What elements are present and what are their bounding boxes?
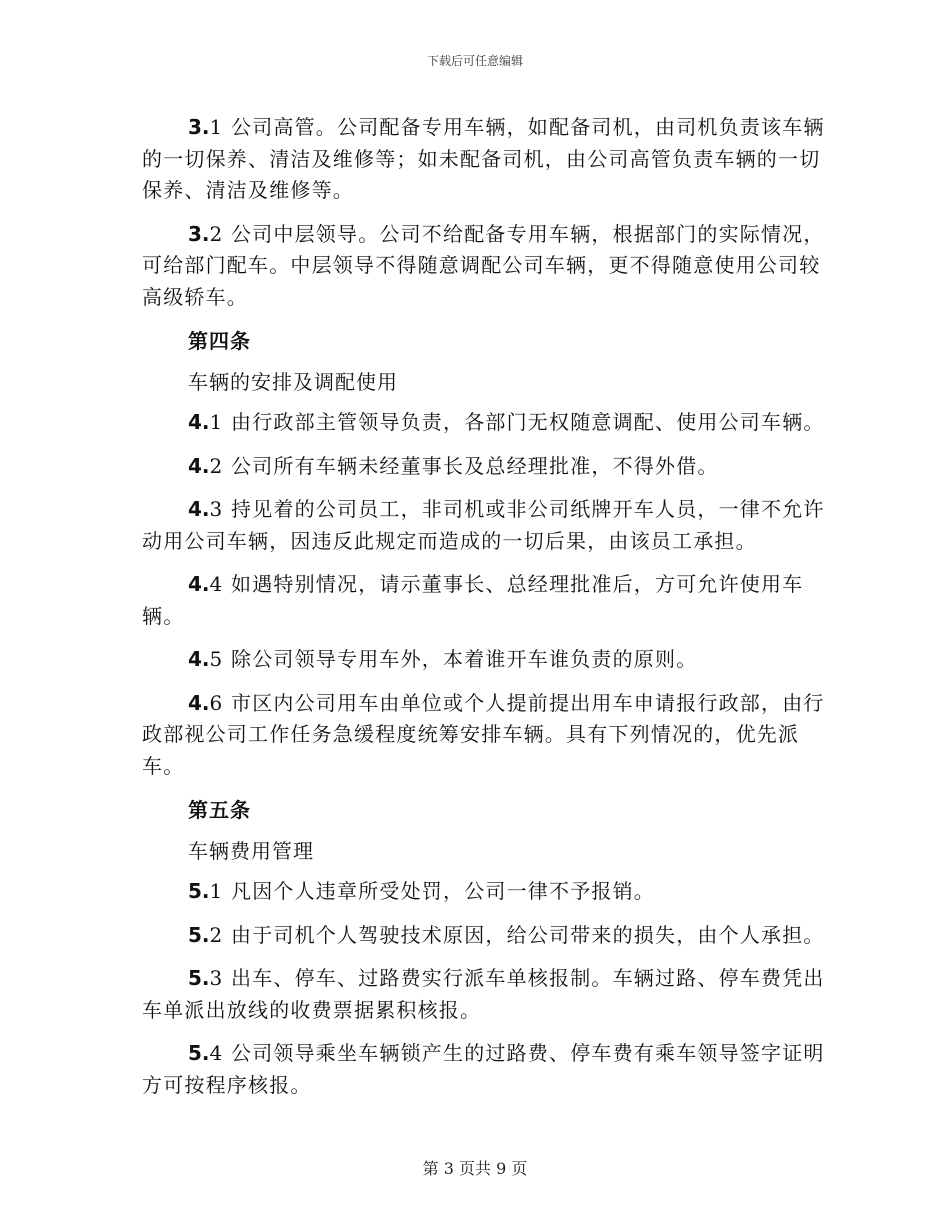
- clause-4-6: [142, 688, 832, 783]
- clause-number: 3.: [188, 221, 210, 246]
- page-header: 下载后可任意编辑: [426, 54, 523, 68]
- clause-number: 5.: [188, 1041, 210, 1065]
- clause-number: 4.: [188, 572, 210, 596]
- clause-text: 6 市区内公司用车由单位或个人提前提出用车申请报行政部，由行政部视公司工作任务急缓程度统筹安排车辆。具有下列情况的，优先派车。: [142, 690, 825, 778]
- clause-4-3: [142, 494, 832, 557]
- clause-number: 4.: [188, 410, 210, 434]
- article-5-subtitle: 车辆费用管理: [188, 839, 314, 863]
- clause-4-1: [142, 407, 832, 439]
- article-5-heading: 第五条: [188, 798, 251, 822]
- article-4-heading: 第四条: [188, 329, 251, 353]
- clause-text: 4 如遇特别情况，请示董事长、总经理批准后，方可允许使用车辆。: [142, 572, 804, 628]
- document-body: [142, 112, 832, 1113]
- clause-number: 4.: [188, 647, 210, 671]
- clause-4-4: [142, 569, 832, 632]
- article-4-subtitle: 车辆的安排及调配使用: [188, 370, 398, 394]
- clause-number: 4.: [188, 690, 210, 715]
- clause-text: 2 公司中层领导。公司不给配备专用车辆，根据部门的实际情况，可给部门配车。中层领导不得随意调配公司车辆，更不得随意使用公司较高级轿车。: [142, 221, 825, 309]
- clause-number: 5.: [188, 879, 210, 903]
- page-number: 第 3 页共 9 页: [422, 1159, 528, 1178]
- clause-text: 5 除公司领导专用车外，本着谁开车谁负责的原则。: [209, 647, 698, 671]
- clause-text: 3 持见着的公司员工，非司机或非公司纸牌开车人员，一律不允许动用公司车辆，因违反此规定而造成的一切后果，由该员工承担。: [142, 497, 825, 553]
- clause-text: 3 出车、停车、过路费实行派车单核报制。车辆过路、停车费凭出车单派出放线的收费票据累积核报。: [142, 966, 825, 1022]
- clause-5-3: [142, 963, 832, 1026]
- clause-5-2: [142, 920, 832, 952]
- clause-text: 1 由行政部主管领导负责，各部门无权随意调配、使用公司车辆。: [209, 410, 825, 434]
- clause-number: 3.: [188, 115, 210, 139]
- clause-5-4: [142, 1038, 832, 1101]
- clause-number: 4.: [188, 497, 210, 521]
- clause-3-1: [142, 112, 832, 207]
- clause-text: 1 凡因个人违章所受处罚，公司一律不予报销。: [209, 879, 655, 903]
- clause-number: 4.: [188, 453, 210, 478]
- clause-text: 2 由于司机个人驾驶技术原因，给公司带来的损失，由个人承担。: [209, 922, 825, 947]
- clause-4-2: [142, 451, 832, 483]
- clause-text: 2 公司所有车辆未经董事长及总经理批准，不得外借。: [209, 453, 719, 478]
- clause-number: 5.: [188, 922, 210, 947]
- clause-5-1: [142, 876, 832, 908]
- clause-4-5: [142, 644, 832, 676]
- clause-text: 1 公司高管。公司配备专用车辆，如配备司机，由司机负责该车辆的一切保养、清洁及维修等；如未配备司机，由公司高管负责车辆的一切保养、清洁及维修等。: [142, 115, 825, 202]
- clause-text: 4 公司领导乘坐车辆锁产生的过路费、停车费有乘车领导签字证明方可按程序核报。: [142, 1041, 825, 1097]
- clause-number: 5.: [188, 966, 210, 990]
- clause-3-2: [142, 219, 832, 314]
